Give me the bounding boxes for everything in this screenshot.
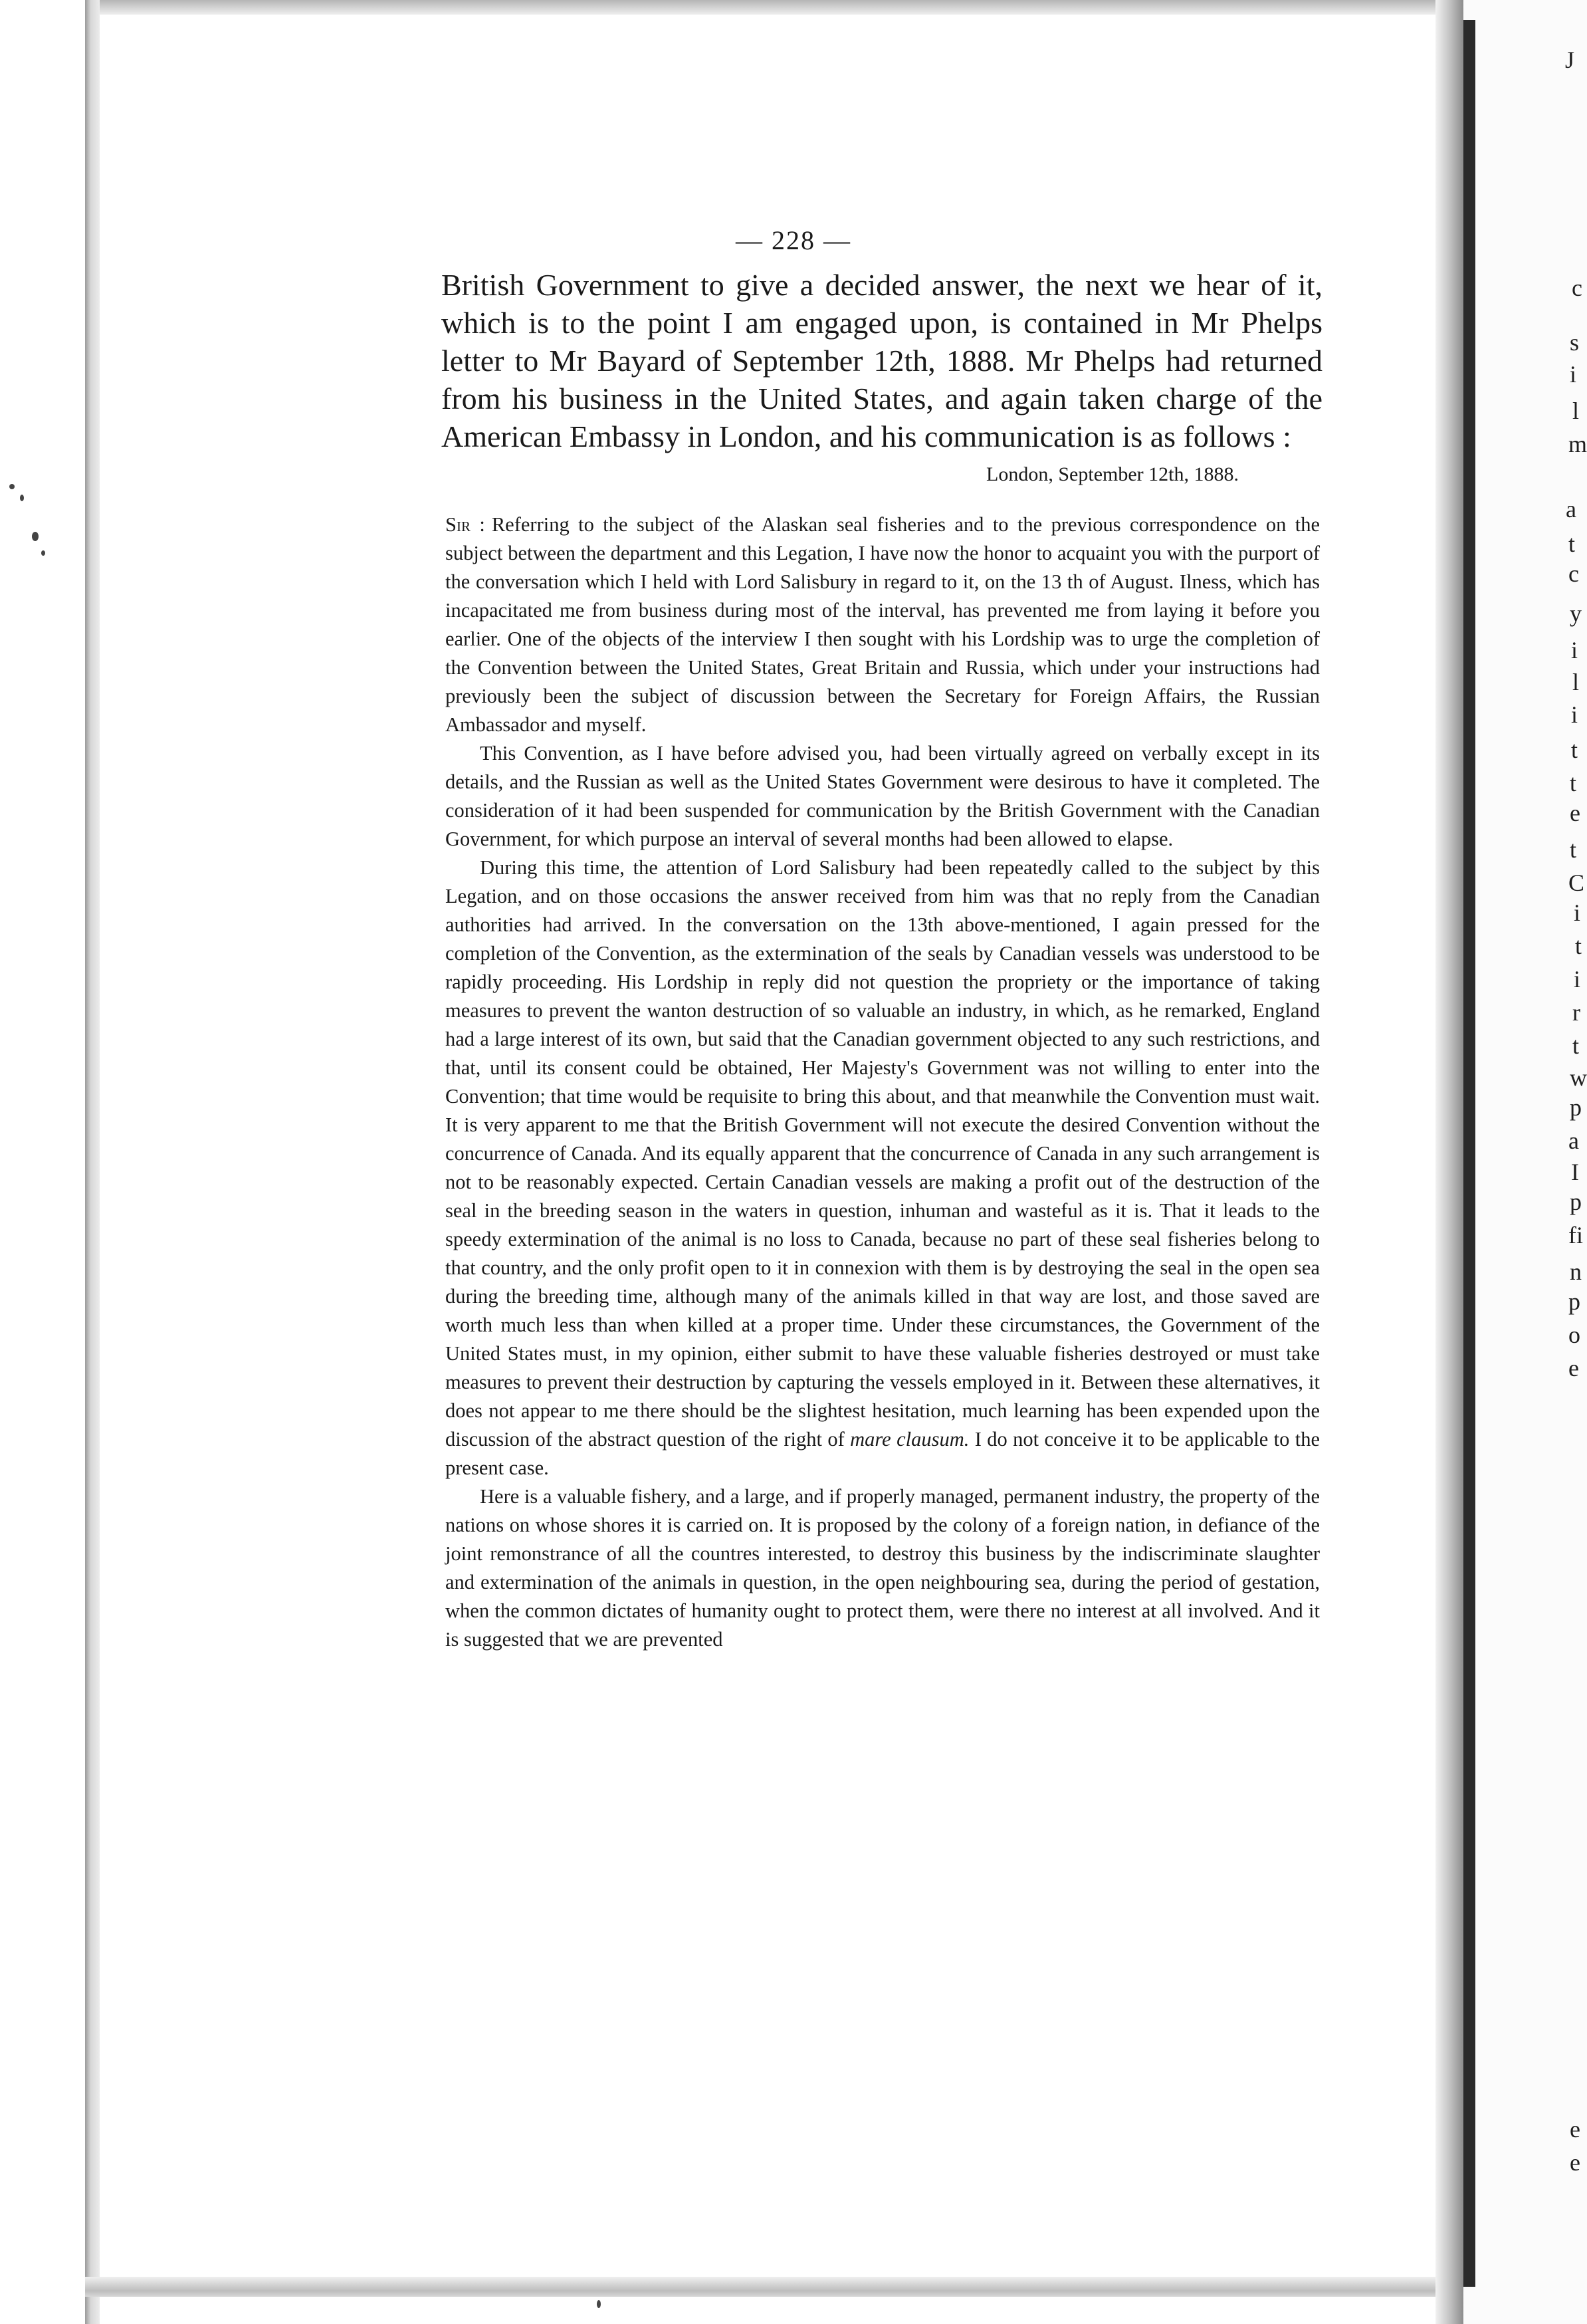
bottom-scan-border <box>85 2277 1454 2297</box>
facing-page-letter: a <box>1568 1127 1579 1154</box>
facing-page-letter: s <box>1570 329 1580 356</box>
letter-paragraph-4: Here is a valuable fishery, and a large, and if properly managed, permanent industry, the property of the nations on whose shores it is carried on. It is proposed by the colony of a foreign nation, in defiance of the joint remonstrance of all the countres interested, to destroy this business by the indiscriminate slaughter and extermination of the animals in question, in the open neighbouring sea, during the period of gestation, when the common dictates of humanity ought to protect them, were there no interest at all involved. And it is suggested that we are prevented <box>445 1485 1320 1651</box>
facing-page-letter: a <box>1566 496 1576 523</box>
letter-paragraph-3-text: During this time, the attention of Lord Salisbury had been repeatedly called to the subject by this Legation, and on those occasions the answer received from him was that no reply from the Canadian authorities had arrived. In the conversation on the 13th above-mentioned, I again pressed for the completion of the Convention, as the extermination of the seals by Canadian vessels was understood to be rapidly proceeding. His Lordship in reply did not question the propriety or the importance of taking measures to prevent the wanton destruction of so valuable an industry, in which, as he remarked, England had a large interest of its own, but said that the Canadian government objected to any such restrictions, and that, until its consent could be obtained, Her Majesty's Government was not willing to enter into the Convention; that time would be requisite to bring this about, and that meanwhile the Convention must wait. It is very apparent to me that the British Government will not execute the desired Convention without the concurrence of Canada. And its equally apparent that the concurrence of Canada in any such arrangement is not to be reasonably expected. Certain Canadian vessels are making a profit out of the destruction of the seal in the breeding season in the waters in question, inhuman and wasteful as it is. That it leads to the speedy extermination of the animal is no loss to Canada, because no part of these seal fisheries belong to that country, and the only profit open to it in connexion with them is by destroying the seal in the open sea during the breeding time, although many of the animals killed in that way are lost, and those saved are worth much less than when killed at a proper time. Under these circumstances, the Government of the United States must, in my opinion, either submit to have these valuable fisheries destroyed or must take measures to prevent their destruction by capturing the vessels employed in it. Between these alternatives, it does not appear to me there should be the slightest hesitation, much learning has been expended upon the discussion of the abstract question of the right of <box>445 856 1320 1451</box>
letter-salutation: Sir : <box>445 513 485 536</box>
facing-page-letter: o <box>1568 1322 1580 1348</box>
facing-page-dark-strip <box>1463 20 1475 2287</box>
scan-speck <box>20 495 24 501</box>
intro-text: British Government to give a decided answer, the next we hear of it, which is to the point I am engaged upon, is contained in Mr Phelps letter to Mr Bayard of September 12th, 1888. Mr Phelps had returned from his business in the United States, and again taken charge of the American Embassy in London, and his communication is as follows : <box>441 268 1322 453</box>
letter-paragraph-3 <box>445 854 1320 1482</box>
scan-speck <box>32 532 39 541</box>
latin-term: mare clausum. <box>850 1428 970 1451</box>
scan-speck <box>41 550 45 556</box>
facing-page-letter: p <box>1568 1288 1580 1315</box>
facing-page-letter: p <box>1570 1189 1582 1215</box>
facing-page-letter: t <box>1572 1032 1580 1059</box>
facing-page-letter: e <box>1570 800 1580 826</box>
facing-page-letter: i <box>1574 899 1581 926</box>
facing-page-letter: t <box>1570 836 1577 863</box>
page-number: — 228 — <box>736 225 851 255</box>
facing-page-letter: r <box>1572 999 1580 1026</box>
facing-page-letter: c <box>1568 560 1579 587</box>
facing-page-letter: l <box>1572 398 1580 424</box>
facing-page-letter: c <box>1572 275 1582 301</box>
left-scan-border <box>85 0 100 2324</box>
top-scan-border <box>85 0 1454 15</box>
facing-page-letter: fi <box>1568 1222 1583 1248</box>
facing-page-letter: i <box>1570 361 1577 388</box>
facing-page-letter: i <box>1571 701 1578 728</box>
facing-page-letter: t <box>1570 770 1577 796</box>
facing-page-letter: p <box>1570 1094 1582 1121</box>
facing-page-letter: n <box>1570 1258 1582 1285</box>
letter-paragraph-1 <box>445 511 1320 739</box>
intro-paragraph <box>441 266 1322 455</box>
facing-page-letter: l <box>1572 669 1580 695</box>
facing-page-letter: e <box>1570 2116 1580 2143</box>
facing-page-letter: I <box>1571 1159 1579 1185</box>
letter-paragraph-2: This Convention, as I have before advised you, had been virtually agreed on verbally except in its details, and the Russian as well as the United States Government were desirous to have it completed. The consideration of it had been suspended for communication by the British Government with the Canadian Government, for which purpose an interval of several months had been allowed to elapse. <box>445 742 1320 850</box>
facing-page-letter: e <box>1570 2149 1580 2176</box>
quoted-letter <box>445 511 1320 1654</box>
facing-page-edge <box>1463 0 1587 2324</box>
facing-page-letter: i <box>1574 966 1581 992</box>
facing-page-letter: e <box>1568 1355 1579 1381</box>
letter-dateline: London, September 12th, 1888. <box>986 463 1239 485</box>
facing-page-letter: y <box>1570 600 1582 627</box>
facing-page-letter: t <box>1568 530 1576 557</box>
facing-page-letter: m <box>1568 431 1587 457</box>
facing-page-letter: w <box>1570 1064 1587 1091</box>
facing-page-letter: J <box>1565 47 1575 73</box>
facing-page-letter: t <box>1571 737 1578 763</box>
facing-page-letter: t <box>1575 933 1582 959</box>
letter-paragraph-1-text: Referring to the subject of the Alaskan seal fisheries and to the previous correspondence on the subject between the department and this Legation, I have now the honor to acquaint you with the purport of the conversation which I held with Lord Salisbury in regard to it, on the 13 th of August. Ilness, which has incapacitated me from business during most of the interval, has prevented me from laying it before you earlier. One of the objects of the interview I then sought with his Lordship was to urge the completion of the Convention between the United States, Great Britain and Russia, which under your instructions had previously been the subject of discussion between the Secretary for Foreign Affairs, the Russian Ambassador and myself. <box>445 513 1320 736</box>
scan-speck <box>9 484 15 489</box>
page-gutter-shadow <box>1435 0 1463 2324</box>
facing-page-letter: C <box>1568 870 1585 896</box>
facing-page-letter: i <box>1571 637 1578 663</box>
letter-paragraph-3-end: I do not conceive it to be applicable to the present case. <box>445 1428 1320 1479</box>
scan-speck <box>597 2300 601 2308</box>
